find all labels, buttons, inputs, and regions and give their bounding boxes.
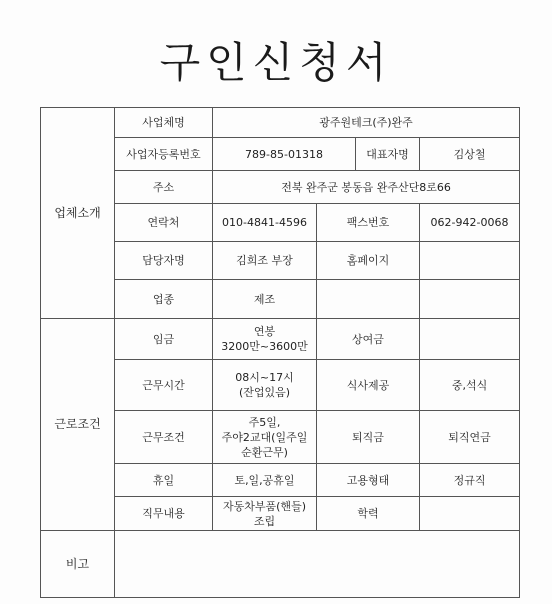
duty-label: 직무내용: [115, 497, 213, 531]
homepage-label: 홈페이지: [317, 242, 420, 280]
section-conditions-label: 근로조건: [41, 319, 115, 531]
hours-line-1: 08시~17시: [235, 371, 294, 384]
form-row: [41, 108, 520, 138]
employment-type-value: 정규직: [420, 464, 520, 497]
representative-value: 김상철: [420, 138, 520, 171]
employment-type-label: 고용형태: [317, 464, 420, 497]
reg-number-label: 사업자등록번호: [115, 138, 213, 171]
section-remarks-label: 비고: [41, 531, 115, 598]
work-conditions-value: [213, 411, 317, 464]
company-name-label: 사업체명: [115, 108, 213, 138]
hours-value: [213, 360, 317, 411]
work-line-1: 주5일,: [248, 415, 281, 429]
holiday-label: 휴일: [115, 464, 213, 497]
section-company-label: 업체소개: [41, 108, 115, 319]
wage-line-2: 3200만~3600만: [221, 340, 308, 353]
bonus-label: 상여금: [317, 319, 420, 360]
duty-line-1: 자동차부품(핸들): [223, 499, 306, 513]
contact-value: 010-4841-4596: [213, 204, 317, 242]
wage-label: 임금: [115, 319, 213, 360]
representative-label: 대표자명: [356, 138, 420, 171]
contact-label: 연락처: [115, 204, 213, 242]
wage-line-1: 연봉: [253, 325, 276, 338]
homepage-value: [420, 242, 520, 280]
duty-value: [213, 497, 317, 531]
manager-label: 담당자명: [115, 242, 213, 280]
address-label: 주소: [115, 171, 213, 204]
fax-label: 팩스번호: [317, 204, 420, 242]
duty-line-2: 조립: [253, 514, 276, 528]
meal-value: 중,석식: [420, 360, 520, 411]
work-line-3: 순환근무): [241, 445, 288, 459]
remarks-value: [115, 531, 520, 598]
fax-value: 062-942-0068: [420, 204, 520, 242]
industry-value: 제조: [213, 280, 317, 319]
meal-label: 식사제공: [317, 360, 420, 411]
hours-label: 근무시간: [115, 360, 213, 411]
holiday-value: 토,일,공휴일: [213, 464, 317, 497]
job-request-form: [40, 107, 520, 598]
work-line-2: 주야2교대(일주일: [221, 430, 308, 444]
hours-line-2: (잔업있음): [238, 386, 291, 399]
document-title: 구인신청서: [159, 38, 393, 87]
education-value: [420, 497, 520, 531]
industry-label: 업종: [115, 280, 213, 319]
bonus-value: [420, 319, 520, 360]
form-row: [41, 531, 520, 598]
company-name-value: 광주원테크(주)완주: [213, 108, 520, 138]
reg-number-value: 789-85-01318: [213, 138, 356, 171]
work-conditions-label: 근무조건: [115, 411, 213, 464]
education-label: 학력: [317, 497, 420, 531]
form-row: [41, 319, 520, 360]
manager-value: 김희조 부장: [213, 242, 317, 280]
pension-label: 퇴직연금: [420, 411, 520, 464]
address-value: 전북 완주군 봉동읍 완주산단8로66: [213, 171, 520, 204]
wage-value: [213, 319, 317, 360]
severance-label: 퇴직금: [317, 411, 420, 464]
